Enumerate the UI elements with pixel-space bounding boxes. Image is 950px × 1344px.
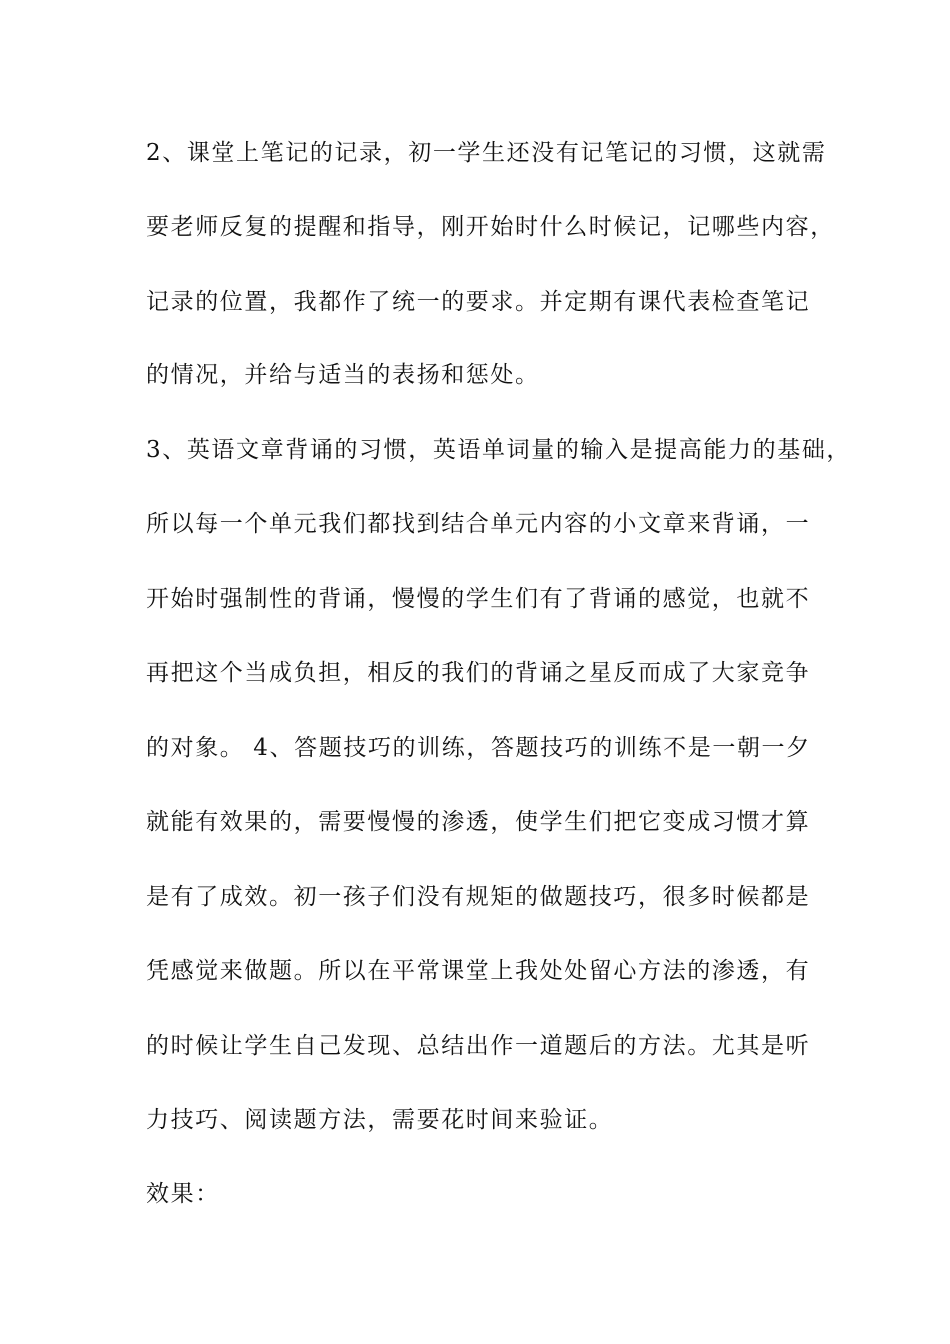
section-heading: 效果： — [146, 1181, 220, 1207]
text-line: 3、英语文章背诵的习惯，英语单词量的输入是提高能力的基础， — [146, 437, 852, 463]
text-line: 的时候让学生自己发现、总结出作一道题后的方法。尤其是听 — [146, 1033, 811, 1059]
text-line: 记录的位置，我都作了统一的要求。并定期有课代表检查笔记 — [146, 289, 811, 315]
text-line: 2、课堂上笔记的记录，初一学生还没有记笔记的习惯，这就需 — [146, 140, 827, 166]
text-line: 要老师反复的提醒和指导，刚开始时什么时候记，记哪些内容， — [146, 214, 835, 240]
text-line: 的情况，并给与适当的表扬和惩处。 — [146, 362, 540, 388]
text-line: 再把这个当成负担，相反的我们的背诵之星反而成了大家竞争 — [146, 660, 811, 686]
text-line: 力技巧、阅读题方法，需要花时间来验证。 — [146, 1107, 614, 1133]
text-line: 就能有效果的，需要慢慢的渗透，使学生们把它变成习惯才算 — [146, 809, 811, 835]
text-line: 所以每一个单元我们都找到结合单元内容的小文章来背诵，一 — [146, 511, 811, 537]
text-line: 是有了成效。初一孩子们没有规矩的做题技巧，很多时候都是 — [146, 884, 811, 910]
text-line: 开始时强制性的背诵，慢慢的学生们有了背诵的感觉，也就不 — [146, 586, 811, 612]
text-line: 凭感觉来做题。所以在平常课堂上我处处留心方法的渗透，有 — [146, 958, 811, 984]
text-line: 的对象。 4、答题技巧的训练，答题技巧的训练不是一朝一夕 — [146, 735, 811, 761]
